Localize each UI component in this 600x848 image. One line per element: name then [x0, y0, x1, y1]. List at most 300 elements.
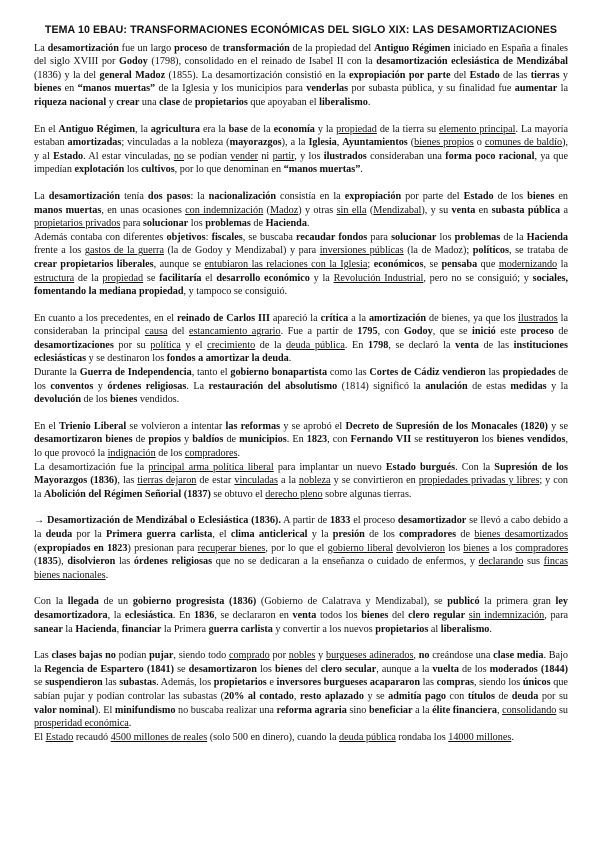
text-run: , para [544, 609, 568, 621]
bold-text-run: beneficiar [368, 704, 413, 716]
bold-text-run: forma poco racional [445, 150, 535, 162]
text-run: : [205, 231, 212, 243]
underlined-text-run: nobles [288, 650, 316, 662]
bold-text-run: expropiación [349, 69, 406, 81]
bold-text-run: bienes [527, 190, 555, 202]
document-title: TEMA 10 EBAU: TRANSFORMACIONES ECONÓMICAS DEL SIGLO XIX: LAS DESAMORTIZACIONES [44, 24, 558, 36]
text-run: Las [34, 650, 52, 662]
bold-text-run: inició [472, 326, 496, 338]
bold-text-run: baldíos [192, 434, 224, 446]
underlined-text-run: 14000 millones [448, 731, 512, 743]
text-run: . [360, 164, 363, 176]
text-run: a la [348, 312, 369, 324]
underlined-text-run: con indemnización [185, 204, 264, 216]
text-run: . La [186, 380, 209, 392]
text-run: ; vinculadas a la nobleza ( [121, 137, 230, 149]
bold-text-run: las reformas [225, 420, 281, 432]
text-run: . En [344, 339, 368, 351]
text-run: El [34, 731, 46, 743]
text-run: , [293, 690, 300, 702]
bold-text-run: economía [273, 123, 315, 135]
text-run: de [250, 218, 266, 230]
text-run: . [237, 448, 240, 460]
text-run: de la [74, 272, 103, 284]
underlined-text-run: deuda pública [285, 339, 345, 351]
text-run: . [511, 731, 514, 743]
text-run: ) y otras [298, 204, 337, 216]
bold-text-run: desamortizaron [188, 663, 257, 675]
bold-text-run: solucionar [142, 218, 189, 230]
bold-text-run: (1844) [540, 663, 569, 675]
paragraph-5 [34, 420, 568, 502]
text-run: de [132, 434, 149, 446]
text-run: no buscaba realizar una [175, 704, 277, 716]
text-run: se podían [184, 150, 231, 162]
bold-text-run: propietarios [375, 623, 429, 635]
text-run: . [288, 353, 292, 365]
text-run: se [34, 677, 46, 689]
underlined-text-run: sin ella [336, 204, 367, 216]
underlined-text-run: Revolución Industrial [333, 272, 424, 284]
bold-text-run: Antiguo Régimen [374, 42, 451, 54]
underlined-text-run: deuda pública [339, 731, 396, 743]
text-run: A partir de [280, 515, 331, 527]
bold-text-run: (1836) [229, 596, 257, 608]
text-run: , [496, 704, 503, 716]
bold-text-run: reinado de Carlos III [176, 312, 270, 324]
text-run: por la [72, 529, 106, 540]
bold-text-run: gobierno bonapartista [230, 367, 328, 379]
bold-text-run: inversores burgueses acapararon [276, 677, 421, 689]
bold-text-run: proceso [174, 42, 208, 54]
text-run: la consideraban la principal [34, 312, 568, 338]
underlined-text-run: declarando [478, 556, 524, 568]
text-run: su [556, 704, 569, 716]
text-run: de la propiedad del [289, 42, 375, 54]
bold-text-run: Supresión de los Mayorazgos [34, 461, 568, 487]
bold-text-run: propietarios [213, 677, 267, 689]
text-run: de [180, 96, 195, 108]
text-run: en [61, 83, 78, 95]
text-run: , la [107, 609, 125, 621]
text-run: en [475, 204, 492, 216]
underlined-text-run: Mendizabal [373, 204, 422, 216]
text-run: , ya que impedían [34, 150, 568, 176]
bold-text-run: bienes [274, 663, 303, 675]
text-run: , pero no se consiguió; y [423, 272, 533, 284]
text-run: (la de Madoz); [403, 245, 473, 257]
bold-text-run: al contado [247, 690, 294, 702]
bold-text-run: publicó [447, 596, 480, 608]
text-run: de los [458, 663, 490, 675]
underlined-text-run: derecho pleno [265, 488, 323, 500]
underlined-text-run: partir [272, 150, 295, 162]
text-run: . En [172, 609, 194, 621]
underlined-text-run: compradores [515, 542, 569, 554]
text-run: ), [57, 556, 68, 568]
underlined-text-run: Madoz [269, 204, 299, 216]
text-run: la [62, 623, 76, 635]
underlined-text-run: devolvieron [396, 542, 445, 554]
text-run: Con la [34, 596, 68, 608]
underlined-text-run: gastos de la guerra [84, 245, 164, 257]
underlined-text-run: vender [230, 150, 259, 162]
text-run: y la [309, 272, 334, 284]
text-run: del [302, 663, 321, 675]
text-run: de la [247, 123, 274, 135]
bold-text-run: clase media [493, 650, 544, 662]
text-run: (1855). La desamortización consistió en la [165, 69, 350, 81]
bold-text-run: resto aplazado [300, 690, 364, 702]
text-run: y [180, 434, 193, 446]
underlined-text-run: entubiaron las relaciones con la Iglesia [204, 258, 368, 270]
text-run: creándose una [429, 650, 494, 662]
bold-text-run: bienes vendidos [496, 434, 566, 446]
bold-text-run: desamortizaciones [34, 339, 114, 351]
text-run: fue un largo [118, 42, 175, 54]
text-run: la [557, 83, 568, 95]
text-run: (la de Godoy y Mendizabal) y para [163, 245, 320, 257]
bold-text-run: propios [148, 434, 181, 446]
text-run: , se buscaba [242, 231, 296, 243]
text-run: , y tampoco se consiguió. [183, 286, 288, 298]
text-run: ( [366, 204, 374, 216]
text-run: la primera gran [479, 596, 556, 608]
text-run: ( [407, 137, 415, 149]
bold-text-run: desamortización eclesiástica de Mendizábal [376, 56, 568, 68]
bold-text-run: Hacienda [526, 231, 568, 243]
bold-text-run: mayorazgos [229, 137, 282, 149]
bold-text-run: Guerra de Independencia [79, 367, 192, 379]
text-run: sus [523, 556, 544, 568]
underlined-text-run: comunes de baldío [484, 137, 563, 149]
text-run: del [450, 69, 470, 81]
bold-text-run: Antiguo Régimen [58, 123, 136, 135]
text-run: consistía en la [276, 190, 345, 202]
bold-text-run: únicos [522, 677, 551, 689]
bold-text-run: minifundismo [114, 704, 176, 716]
bold-text-run: Regencia de Espartero [44, 663, 144, 675]
bold-text-run: 1798 [367, 339, 389, 351]
text-run: . La mayoría estaban [34, 123, 569, 149]
bold-text-run: facilitaría [159, 272, 202, 284]
underlined-text-run: crecimiento [207, 339, 256, 351]
underlined-text-run: consolidando [502, 704, 557, 716]
text-run: ; y con la [34, 475, 569, 500]
underlined-text-run: recuperar bienes [197, 542, 266, 554]
underlined-text-run: indignación [107, 448, 156, 460]
bold-text-run: Primera guerra carlista [105, 529, 213, 540]
bold-text-run: élite financiera [432, 704, 497, 716]
bold-text-run: Iglesia [308, 137, 337, 149]
bold-text-run: proceso [520, 326, 554, 338]
bold-text-run: objetivos [166, 231, 206, 243]
text-run: que sabían pujar y podían controlar las subastas ( [34, 677, 568, 702]
bold-text-run: venta [455, 339, 479, 351]
underlined-text-run: política [150, 339, 181, 351]
text-run: , [413, 650, 419, 662]
bold-text-run: clero regular [408, 609, 466, 621]
bold-text-run: problemas [454, 231, 501, 243]
bold-text-run: 1835 [37, 556, 58, 568]
bold-text-run: “manos muertas” [77, 83, 156, 95]
text-run: las [485, 367, 503, 379]
bold-text-run: subasta pública [491, 204, 561, 216]
text-run: consideraban una [366, 150, 446, 162]
underlined-text-run: no [173, 150, 185, 162]
bold-text-run: subastas [119, 677, 157, 689]
bold-text-run: ilustrados [323, 150, 367, 162]
text-run: era la [200, 123, 229, 135]
text-run: de las [499, 69, 531, 81]
text-run: . [105, 569, 109, 581]
bold-text-run: deuda [511, 690, 539, 702]
bold-text-run: tierras [530, 69, 560, 81]
paragraph-1 [34, 42, 568, 110]
text-run: apareció la [269, 312, 321, 324]
text-run: , y los [294, 150, 324, 162]
bold-text-run: Trienio Liberal [59, 420, 127, 432]
bold-text-run: aumentar [514, 83, 558, 95]
underlined-text-run: tierras dejaron [137, 475, 197, 487]
bold-text-run: expropiación [344, 190, 402, 202]
text-run: , aunque a la [376, 663, 433, 675]
underlined-text-run: comprado [228, 650, 270, 662]
bold-text-run: compras [436, 677, 474, 689]
underlined-text-run: propiedad [102, 272, 144, 284]
text-run: , por lo que el [265, 542, 328, 554]
bold-text-run: sanear [34, 623, 63, 635]
text-run: de la tierra su [376, 123, 440, 135]
bold-text-run: Estado [469, 69, 500, 81]
text-run: . Fue a partir de [280, 326, 358, 338]
bold-text-run: propiedades [502, 367, 556, 379]
paragraph-gap [34, 299, 568, 312]
underlined-text-run: compradores [184, 448, 238, 460]
text-run: de los [80, 394, 111, 406]
text-run: a los [489, 542, 516, 554]
text-run: de [223, 434, 240, 446]
bold-text-run: 1836 [193, 609, 215, 621]
bold-text-run: órdenes religiosas [133, 556, 213, 568]
bold-text-run: desamortización [47, 42, 119, 54]
text-run: : la [190, 190, 209, 202]
bold-text-run: clase [159, 96, 181, 108]
text-run: se [411, 434, 426, 446]
text-run: y se [547, 420, 568, 432]
text-run: las [102, 677, 120, 689]
paragraph-gap [34, 407, 568, 420]
bold-text-run: reforma agraria [276, 704, 347, 716]
bold-text-run: fiscales [211, 231, 243, 243]
paragraph-gap [34, 582, 568, 595]
underlined-text-run: principal arma política liberal [148, 461, 274, 473]
paragraph-3 [34, 190, 568, 299]
text-run: , aunque se [153, 258, 205, 270]
text-run: y se aprobó el [280, 420, 346, 432]
text-run: (1836) y la del [34, 69, 100, 81]
bold-text-run: bienes [361, 609, 389, 621]
text-run: se volvieron a intentar [126, 420, 226, 432]
underlined-text-run: modernizando [498, 258, 558, 270]
bold-text-run: nacionalización [208, 190, 277, 202]
text-run: para implantar un nuevo [273, 461, 386, 473]
text-run: de los [364, 529, 400, 540]
bold-text-run: dos pasos [147, 190, 191, 202]
bold-text-run: restituyeron [425, 434, 479, 446]
text-run: La [34, 42, 48, 54]
text-run: ), y al [34, 137, 569, 162]
bold-text-run: instituciones eclesiásticas [34, 339, 568, 365]
text-run: de [456, 529, 475, 540]
text-run: todos los [316, 609, 362, 621]
text-run: y la [314, 123, 337, 135]
bold-text-run: 1795 [357, 326, 378, 338]
text-run: , la [135, 123, 151, 135]
text-run: ). El [94, 704, 115, 716]
bold-text-run: Ayuntamientos [342, 137, 408, 149]
text-run: de los [493, 190, 528, 202]
text-run: La desamortización fue la [34, 461, 149, 473]
text-run: de los [155, 448, 185, 460]
bold-text-run: políticos [472, 245, 509, 257]
text-run: las [115, 556, 134, 568]
bold-text-run: conventos [50, 380, 94, 392]
text-run: ), a la [281, 137, 309, 149]
bold-text-run: financiar [121, 623, 162, 635]
underlined-text-run: prosperidad económica [34, 718, 129, 730]
bold-text-run: amortizadas [67, 137, 122, 149]
paragraph-7 [34, 595, 568, 636]
bold-text-run: ley desamortizadora [34, 596, 568, 621]
bold-text-run: recaudar fondos [296, 231, 368, 243]
bold-text-run: propietarios [194, 96, 248, 108]
bold-text-run: cultivos [141, 164, 175, 176]
underlined-text-run: 4500 millones de reales [110, 731, 208, 743]
text-run: o [473, 137, 485, 149]
text-run: el proceso [350, 515, 398, 527]
text-run: ( [34, 556, 38, 568]
bold-text-run: anulación [425, 380, 468, 392]
bold-text-run: pensaba [441, 258, 478, 270]
text-run: . Además, los [156, 677, 214, 689]
bold-text-run: títulos [467, 690, 495, 702]
bold-text-run: Estado [463, 190, 494, 202]
bold-text-run: agricultura [150, 123, 201, 135]
text-run: y [93, 380, 108, 392]
text-run: , por lo que denominan en [174, 164, 284, 176]
bold-text-run: valor nominal [34, 704, 95, 716]
underlined-text-run: bienes propios [414, 137, 474, 149]
text-run: para [367, 231, 392, 243]
bold-text-run: (1841) [146, 663, 174, 675]
text-run: los [436, 231, 455, 243]
text-run: se [174, 663, 189, 675]
text-run: del [167, 326, 189, 338]
text-run: Durante la [34, 367, 80, 379]
text-run: con [446, 690, 468, 702]
text-run: por parte del [401, 190, 464, 202]
text-run: los [478, 434, 497, 446]
text-run: de la [255, 339, 286, 351]
text-run: → [34, 515, 47, 527]
underlined-text-run: causa [144, 326, 168, 338]
text-run: los [188, 218, 206, 230]
text-run: rondaba los [395, 731, 449, 743]
text-run: La [34, 190, 49, 202]
bold-text-run: fondos a amortizar la deuda [166, 353, 289, 365]
text-run: , lo que provocó la [34, 434, 569, 460]
bold-text-run: restauración del absolutismo [208, 380, 338, 392]
text-run: (1798), consolidado en el reinado de Isabel II con la [147, 56, 377, 68]
text-run: ), y su [421, 204, 452, 216]
document-body [34, 42, 568, 745]
text-run: ; [367, 258, 374, 270]
bold-text-run: crear propietarios liberales [34, 258, 154, 270]
bold-text-run: 1833 [330, 515, 351, 527]
text-run: . Con la [455, 461, 495, 473]
bold-text-run: base [228, 123, 248, 135]
text-run: de bienes, ya que los [426, 312, 519, 324]
paragraph-2 [34, 123, 568, 177]
text-run: del [388, 609, 409, 621]
bold-text-run: Fernando VII [350, 434, 412, 446]
bold-text-run: deuda [45, 529, 73, 540]
text-run: de las [478, 339, 514, 351]
bold-text-run: desamortizaron bienes [34, 434, 133, 446]
paragraph-gap [34, 501, 568, 514]
text-run: y se [363, 690, 389, 702]
text-run: para [120, 218, 143, 230]
text-run: . En [286, 434, 307, 446]
underlined-text-run: propiedad [336, 123, 377, 135]
text-run: por su [113, 339, 151, 351]
text-run: por su [538, 690, 569, 702]
paragraph-6 [34, 514, 568, 582]
text-run: la Primera [161, 623, 209, 635]
text-run: , se declararon en [214, 609, 293, 621]
bold-text-run: 20% [223, 690, 245, 702]
bold-text-run: guerra carlista [208, 623, 273, 635]
underlined-text-run: sin indemnización [468, 609, 545, 621]
text-run: que no se dedicaran a la enseñanza o cuidado de enfermos, y [212, 556, 479, 568]
bold-text-run: riqueza nacional [34, 96, 107, 108]
text-run: . [128, 718, 132, 730]
bold-text-run: admitía pago [388, 690, 447, 702]
text-run: que [477, 258, 499, 270]
text-run: (Gobierno de Calatrava y Mendizabal), se [256, 596, 448, 608]
bold-text-run: venderlas [306, 83, 349, 95]
bold-text-run: Cortes de Cádiz vendieron [369, 367, 486, 379]
text-run: este [495, 326, 521, 338]
text-run: de [207, 42, 223, 54]
text-run: y [106, 96, 117, 108]
bold-text-run: no [418, 650, 430, 662]
bold-text-run: Estado [53, 150, 84, 162]
text-run: ) presionan para [127, 542, 198, 554]
text-run: vendidos. [137, 394, 180, 406]
text-run: y el [180, 339, 208, 351]
text-run: , siendo los [473, 677, 523, 689]
text-run: ni [258, 150, 273, 162]
bold-text-run: disolvieron [67, 556, 116, 568]
text-run: por subasta pública, y su finalidad fue [348, 83, 515, 95]
text-run: una [139, 96, 160, 108]
text-run: iniciado en España a finales del siglo XVIII por [34, 42, 569, 68]
underlined-text-run: nobleza [298, 475, 331, 487]
bold-text-run: bienes [34, 83, 62, 95]
text-run: a la [277, 475, 299, 487]
